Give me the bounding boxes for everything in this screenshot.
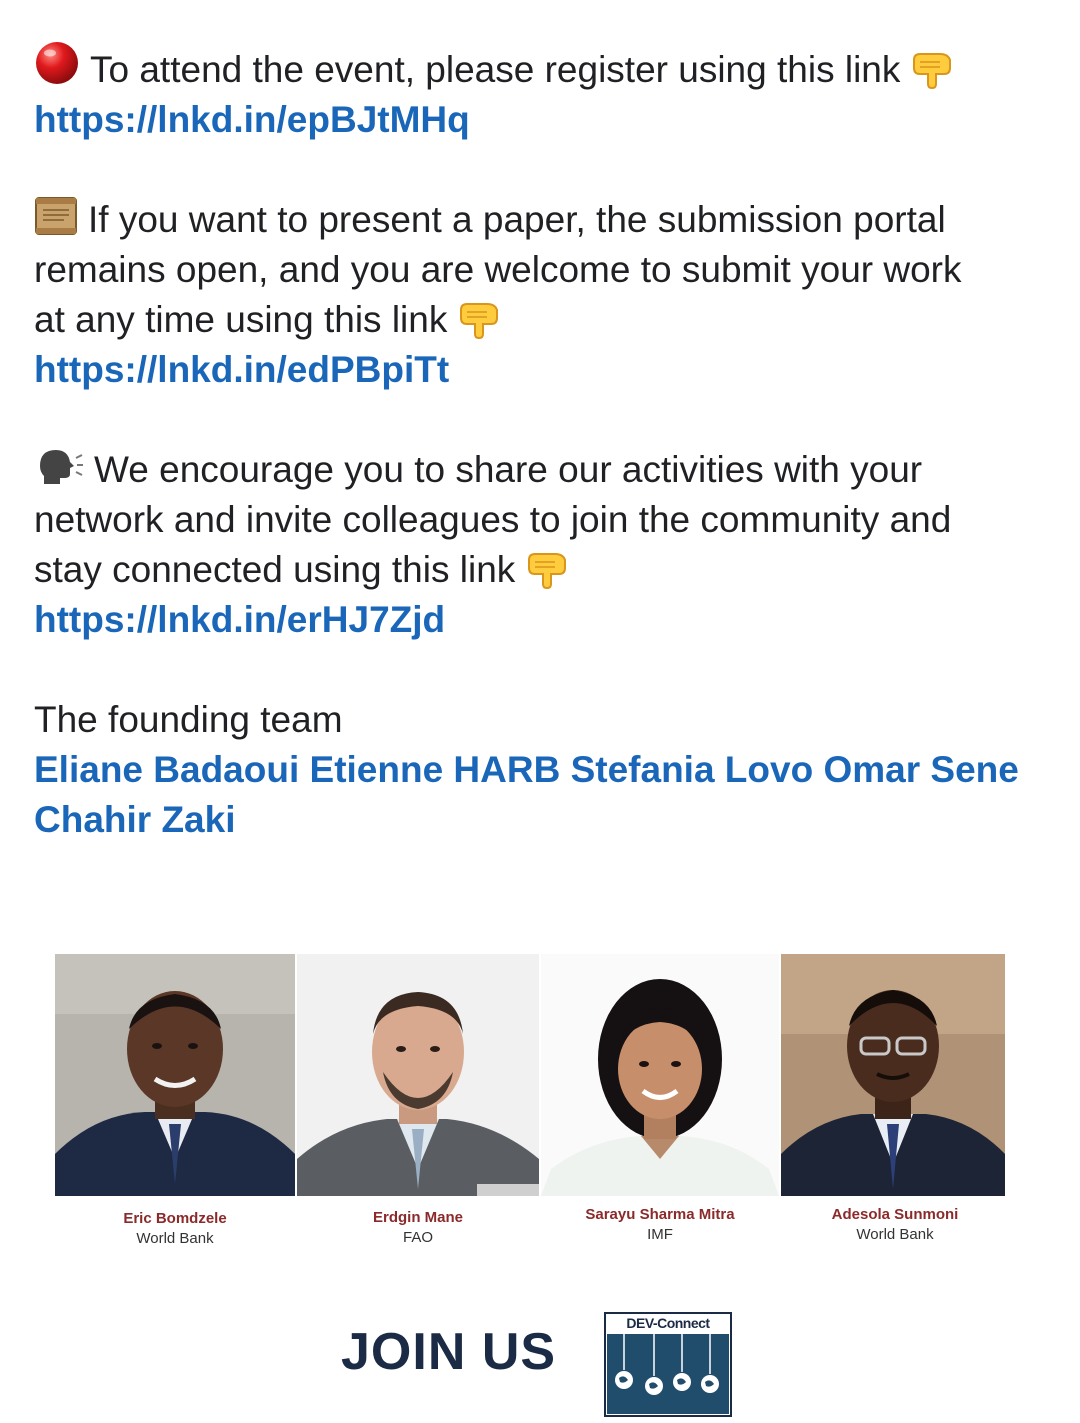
speaker-org: IMF: [647, 1226, 673, 1243]
speaker-org: FAO: [402, 1229, 433, 1246]
speaker-name: Erdgin Mane: [372, 1209, 463, 1226]
share-text-3: stay connected using this link: [34, 549, 516, 590]
share-line-1: [34, 445, 1044, 495]
speaker-photo-2: [297, 954, 539, 1196]
submission-text-1: If you want to present a paper, the submission portal: [88, 199, 946, 240]
share-paragraph: [34, 445, 1044, 645]
submission-text-2: remains open, and you are welcome to submit your work: [34, 249, 962, 290]
submission-line-3: [34, 295, 1044, 345]
backhand-index-pointing-down-icon: [457, 300, 501, 340]
register-text: To attend the event, please register using this link: [90, 49, 901, 90]
backhand-index-pointing-down-icon: [910, 50, 954, 90]
founding-team-names-line-2[interactable]: Chahir Zaki: [34, 799, 236, 840]
speaker-caption-2: [318, 1208, 518, 1248]
join-us-heading: JOIN US: [341, 1323, 557, 1381]
speaker-caption-4: [795, 1205, 995, 1245]
submission-paragraph: [34, 195, 1044, 395]
dev-connect-logo-label: DEV-Connect: [626, 1315, 710, 1331]
founding-team: [34, 695, 1044, 845]
submission-line-1: [34, 195, 1044, 245]
submission-text-3: at any time using this link: [34, 299, 448, 340]
speaker-banner[interactable]: [55, 954, 1005, 1254]
speaker-caption-3: [550, 1205, 770, 1245]
speaking-head-icon: [34, 446, 84, 486]
founding-team-heading: The founding team: [34, 699, 343, 740]
backhand-index-pointing-down-icon: [525, 550, 569, 590]
share-text-1: We encourage you to share our activities with your: [94, 449, 923, 490]
submission-link[interactable]: https://lnkd.in/edPBpiTt: [34, 349, 450, 390]
speaker-name: Eric Bomdzele: [123, 1210, 227, 1227]
register-line: [34, 40, 1044, 95]
speaker-org: World Bank: [136, 1230, 214, 1247]
share-line-3: [34, 545, 1044, 595]
dev-connect-logo: [604, 1312, 732, 1417]
post-body: [34, 40, 1044, 845]
community-link[interactable]: https://lnkd.in/erHJ7Zjd: [34, 599, 446, 640]
register-paragraph: [34, 40, 1044, 145]
speaker-name: Adesola Sunmoni: [831, 1206, 959, 1223]
founding-team-names[interactable]: [34, 745, 1044, 845]
register-link[interactable]: https://lnkd.in/epBJtMHq: [34, 99, 470, 140]
speaker-photo-3: [541, 954, 779, 1196]
scroll-icon: [34, 196, 78, 236]
speaker-photo-4: [781, 954, 1005, 1196]
speaker-photo-1: [55, 954, 295, 1196]
speaker-name: Sarayu Sharma Mitra: [585, 1206, 735, 1223]
speaker-caption-1: [75, 1209, 275, 1249]
red-circle-icon: [34, 40, 80, 86]
speaker-org: World Bank: [856, 1226, 934, 1243]
founding-team-names-line-1[interactable]: Eliane Badaoui Etienne HARB Stefania Lovo Omar Sene: [34, 749, 1019, 790]
share-text-2: network and invite colleagues to join the community and: [34, 499, 952, 540]
